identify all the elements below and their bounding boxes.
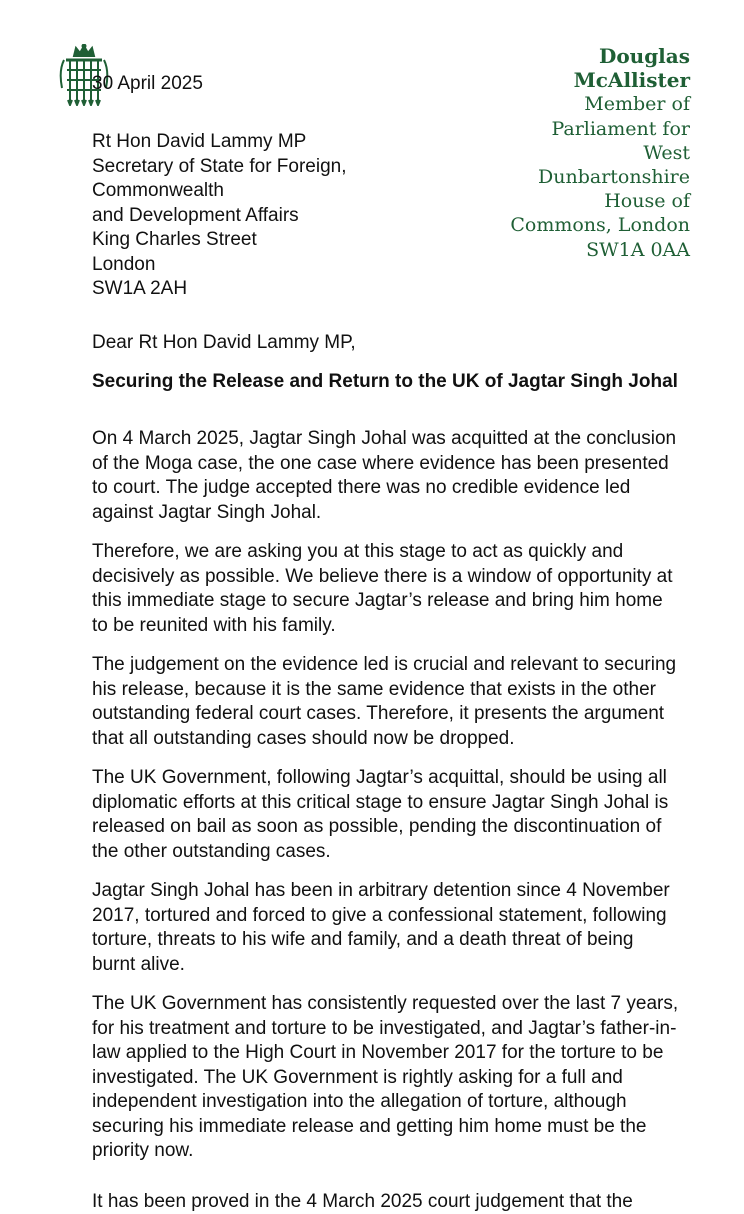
- sender-address-line: Dunbartonshire: [538, 166, 690, 189]
- recipient-line: and Development Affairs: [92, 204, 299, 226]
- recipient-line: London: [92, 253, 156, 275]
- letter-date: 30 April 2025: [92, 73, 203, 94]
- cutoff-line: It has been proved in the 4 March 2025 court judgement that the: [92, 1191, 633, 1212]
- sender-address-line: House of: [604, 190, 690, 213]
- body-paragraph: The UK Government, following Jagtar’s acquittal, should be using all diplomatic efforts at this critical stage to ensure Jagtar Singh Johal is released on bail as soon as possible, pending the discontinuation of the other outstanding cases.: [92, 767, 669, 862]
- sender-address-line: Member of: [584, 93, 690, 116]
- sender-block: [510, 44, 690, 262]
- body-paragraph: The UK Government has consistently requested over the last 7 years, for his treatment and torture to be investigated, and Jagtar’s father-in-law applied to the High Court in November 2017 for the torture to be investigated. The UK Government is rightly asking for a full and independent investigation into the allegation of torture, although securing his immediate release and getting him home must be the priority now.: [92, 993, 679, 1161]
- recipient-address: [92, 130, 347, 302]
- body-paragraph: On 4 March 2025, Jagtar Singh Johal was acquitted at the conclusion of the Moga case, the one case where evidence has been presented to court. The judge accepted there was no credible evidence led against Jagtar Singh Johal.: [92, 428, 677, 523]
- recipient-line: Rt Hon David Lammy MP: [92, 131, 307, 152]
- sender-address-line: West: [643, 141, 690, 164]
- recipient-line: King Charles Street: [92, 229, 257, 250]
- body-paragraph: Jagtar Singh Johal has been in arbitrary detention since 4 November 2017, tortured and forced to give a confessional statement, following torture, threats to his wife and family, and a death threat of being burnt alive.: [92, 880, 670, 975]
- letter-body: [92, 427, 682, 1179]
- recipient-line: Commonwealth: [92, 180, 224, 201]
- recipient-line: SW1A 2AH: [92, 278, 188, 299]
- salutation: Dear Rt Hon David Lammy MP,: [92, 332, 356, 353]
- body-paragraph: Therefore, we are asking you at this stage to act as quickly and decisively as possible. We believe there is a window of opportunity at this immediate stage to secure Jagtar’s release and bring him home to be reunited with his family.: [92, 541, 673, 636]
- sender-name-line: Douglas: [598, 44, 690, 68]
- sender-address-line: Parliament for: [551, 117, 690, 140]
- sender-address-line: SW1A 0AA: [586, 238, 690, 261]
- recipient-line: Secretary of State for Foreign,: [92, 155, 347, 177]
- body-paragraph: The judgement on the evidence led is crucial and relevant to securing his release, because it is the same evidence that exists in the other outstanding federal court cases. Therefore, it presents the argument that all outstanding cases should now be dropped.: [92, 654, 677, 749]
- sender-name-line: McAllister: [573, 68, 690, 93]
- letter-subject: Securing the Release and Return to the UK of Jagtar Singh Johal: [92, 371, 678, 392]
- sender-address-line: Commons, London: [510, 214, 690, 237]
